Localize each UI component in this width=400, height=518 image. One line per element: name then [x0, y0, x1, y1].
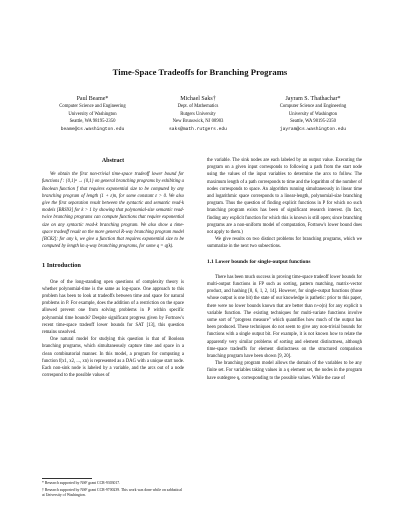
author-affiliation: Computer Science and Engineering	[279, 104, 347, 109]
intro-paragraph-2: One natural model for studying this question is that of Boolean branching programs, which simultaneously capture time and space in a clean combinatorial manner. In this model, a program for computing a function f(x1, x2, ..., xn) is represented as a DAG with a unique start node. Each non-sink node is labeled by a variable, and the arcs out of a node correspond to the possible values of	[42, 337, 184, 379]
author-address: Seattle, WA 98195-2350	[69, 119, 116, 124]
right-column	[207, 157, 362, 382]
author-address: New Brunswick, NJ 08903	[172, 119, 224, 124]
left-column	[42, 158, 184, 379]
author-university: Rutgers University	[180, 111, 216, 117]
subsection-heading: 1.1 Lower bounds for single-output functions	[207, 258, 311, 265]
author-name: Michael Saks†	[180, 96, 216, 102]
footnote-1: * Research supported by NSF grant CCR-9303017.	[42, 481, 121, 485]
author-university: University of Washington	[288, 111, 338, 117]
section-heading-introduction: 1 Introduction	[42, 262, 81, 270]
abstract-heading: Abstract	[101, 158, 125, 164]
author-affiliation: Computer Science and Engineering	[59, 104, 126, 109]
author-block-saks	[148, 95, 248, 133]
right-paragraph-4: The branching program model allows the domain of the variables to be any finite set. For variables taking values in a q element set, the nodes in the program have outdegree q, corresponding to the possible values. While the case of	[207, 361, 362, 381]
footnote-2: † Research supported by NSF grant CCR-9700239. This work was done while on sabbatical at University of Washington.	[42, 488, 182, 498]
abstract-text: We obtain the first non-trivial time-space tradeoff lower bound for functions f : {0,1}ⁿ → {0,1} on general branching programs by exhibiting a Boolean function f that requires exponential size to be computed by any branching program of length (1 + ε)n, for some constant ε > 0. We also give the first separation result between the syntactic and semantic read-k models [BRS93] for k > 1 by showing that polynomial-size semantic read-twice branching programs can compute functions that require exponential size on any syntactic read-k branching program. We also show a time-space tradeoff result on the more general R-way branching program model [BC82]: for any k, we give a function that requires exponential size to be computed by length kn q-way branching programs, for some q = q(k).	[42, 172, 184, 250]
author-name: Paul Beame*	[76, 96, 109, 102]
author-email: beame@cs.washington.edu	[60, 126, 125, 132]
right-paragraph-3: There has been much success in proving time-space tradeoff lower bounds for multi-output functions in FP such as sorting, pattern matching, matrix-vector product, and hashing [8, 6, 1, 2, 14]. However, for single-output functions (those whose output is one bit) the state of our knowledge is pathetic: prior to this paper, there were no lower bounds known that are better than n+o(n) for any explicit n variable function. The existing techniques for multi-variate functions involve some sort of "progress measure" which quantifies how much of the output has been produced. These techniques do not seem to give any non-trivial bounds for functions with a single output bit. For example, it is not known how to relate the apparently very similar problems of sorting and element distinctness, although time-space tradeoffs for element distinctness on the structured comparison branching program have been shown [9, 20].	[207, 274, 362, 360]
author-email: saks@math.rutgers.edu	[169, 126, 227, 132]
intro-paragraph-1: One of the long-standing open questions of complexity theory is whether polynomial-time is the same as log-space. One approach to this problem has been to look at tradeoffs between time and space for natural problems in P. For example, does the addition of a restriction on the space allowed prevent one from solving problems in P within specific polynomial time bounds? Despite significant progress given by Fortnow's recent time-space tradeoff lower bounds for SAT [13], this question remains unsolved.	[42, 279, 184, 336]
author-university: University of Washington	[68, 111, 117, 117]
paper-title: Time-Space Tradeoffs for Branching Programs	[112, 67, 288, 77]
author-name: Jayram S. Thathachar*	[285, 96, 341, 102]
author-address: Seattle, WA 98195-2350	[290, 119, 336, 124]
right-paragraph-1: the variable. The sink nodes are each labeled by an output value. Executing the program on a given input corresponds to following a path from the start node using the values of the input variables to determine the arcs to follow. The maximum length of a path corresponds to time and the logarithm of the number of nodes corresponds to space. An algorithm running simultaneously in linear time and logarithmic space corresponds to a linear-length, polynomial-size branching program. Thus the question of finding explicit functions in P for which no such branching program exists has been of significant research interest. (In fact, finding any explicit function for which this is known is still open; since branching programs are a non-uniform model of computation, Fortnow's lower bound does not apply to them.)	[207, 158, 362, 236]
footnote-rule	[42, 478, 92, 479]
author-affiliation: Dept. of Mathematics	[177, 104, 219, 109]
author-email: jayram@cs.washington.edu	[279, 126, 347, 132]
right-paragraph-2: We give results on two distinct problems for branching programs, which we summarize in the next two subsections.	[207, 237, 362, 250]
author-block-beame	[40, 95, 145, 133]
author-block-thathachar	[258, 95, 368, 133]
